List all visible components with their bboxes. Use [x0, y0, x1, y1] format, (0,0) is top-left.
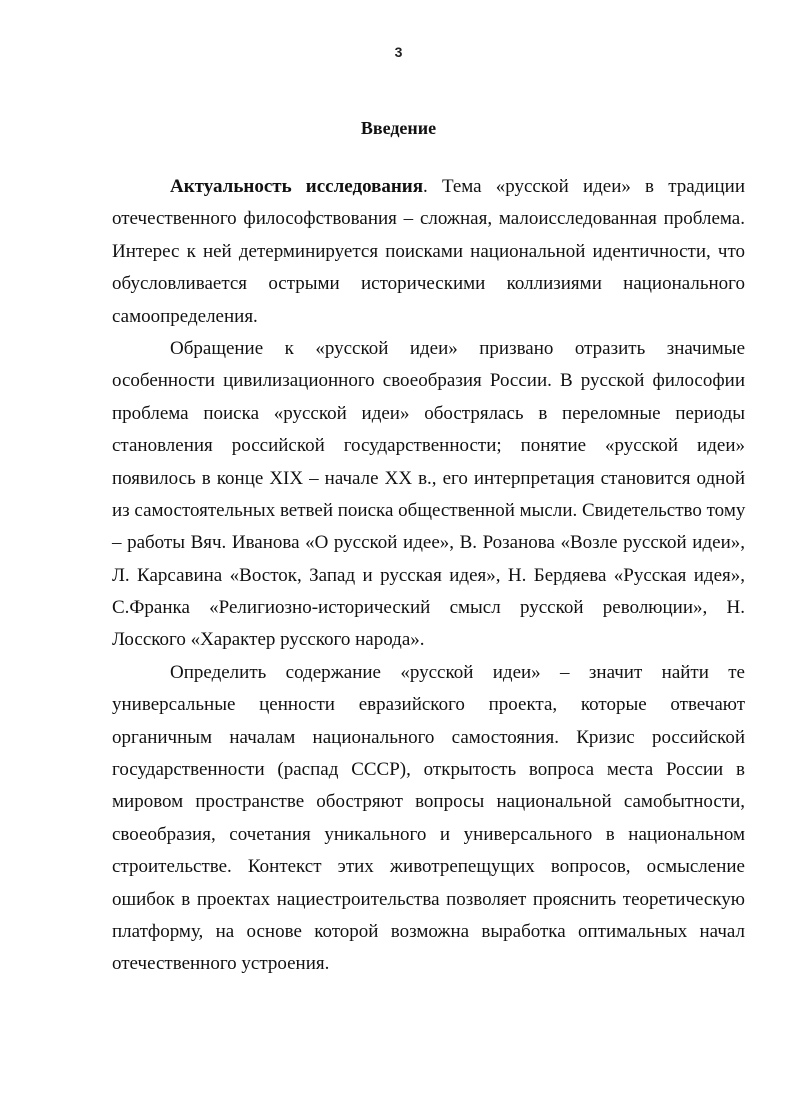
- text-line: отечественного устроения.: [112, 953, 330, 975]
- text-line: Лосского «Характер русского народа».: [112, 629, 425, 651]
- text-line: строительстве. Контекст этих животрепещущих вопросов, осмысление: [112, 856, 745, 878]
- page-heading: Введение: [360, 118, 437, 138]
- body-text: [112, 171, 745, 981]
- text-line: универсальные ценности евразийского проекта, которые отвечают: [112, 694, 745, 716]
- paragraph-relevance: [112, 171, 745, 333]
- text-line: появилось в конце XIX – начале XX в., его интерпретация становится одной: [112, 467, 745, 489]
- paragraph-first-line: [112, 171, 745, 203]
- text-line: отечественного философствования – сложная, малоисследованная проблема.: [112, 208, 745, 230]
- text-line: проблема поиска «русской идеи» обострялась в переломные периоды: [112, 402, 745, 424]
- text-line: обусловливается острыми историческими коллизиями национального: [112, 273, 745, 295]
- text-line: государственности (распад СССР), открытость вопроса места России в: [112, 759, 745, 781]
- relevance-lead: Актуальность исследования: [170, 176, 424, 197]
- text-line: своеобразия, сочетания уникального и универсального в национальном: [112, 823, 745, 845]
- relevance-lead-rest: . Тема «русской идеи» в традиции: [423, 176, 745, 197]
- paragraph-appeal: [112, 333, 745, 657]
- text-line: Л. Карсавина «Восток, Запад и русская идея», Н. Бердяева «Русская идея»,: [112, 564, 745, 586]
- paragraph-first-line: Определить содержание «русской идеи» – значит найти те: [170, 661, 745, 683]
- page-number: 3: [394, 44, 403, 60]
- text-line: органичным началам национального самостояния. Кризис российской: [112, 726, 745, 748]
- text-line: мировом пространстве обостряют вопросы национальной самобытности,: [112, 791, 745, 813]
- text-line: Интерес к ней детерминируется поисками национальной идентичности, что: [112, 240, 745, 262]
- text-line: ошибок в проектах нациестроительства позволяет прояснить теоретическую: [112, 888, 745, 910]
- text-line: особенности цивилизационного своеобразия России. В русской философии: [112, 370, 745, 392]
- paragraph-definition: [112, 657, 745, 981]
- paragraph-first-line: Обращение к «русской идеи» призвано отразить значимые: [170, 337, 745, 359]
- text-line: самоопределения.: [112, 305, 258, 327]
- text-line: из самостоятельных ветвей поиска общественной мысли. Свидетельство тому: [112, 499, 746, 521]
- text-line: С.Франка «Религиозно-исторический смысл русской революции», Н.: [112, 597, 745, 619]
- text-line: платформу, на основе которой возможна выработка оптимальных начал: [112, 920, 745, 942]
- text-line: – работы Вяч. Иванова «О русской идее», В. Розанова «Возле русской идеи»,: [112, 532, 745, 554]
- text-line: становления российской государственности; понятие «русской идеи»: [112, 435, 745, 457]
